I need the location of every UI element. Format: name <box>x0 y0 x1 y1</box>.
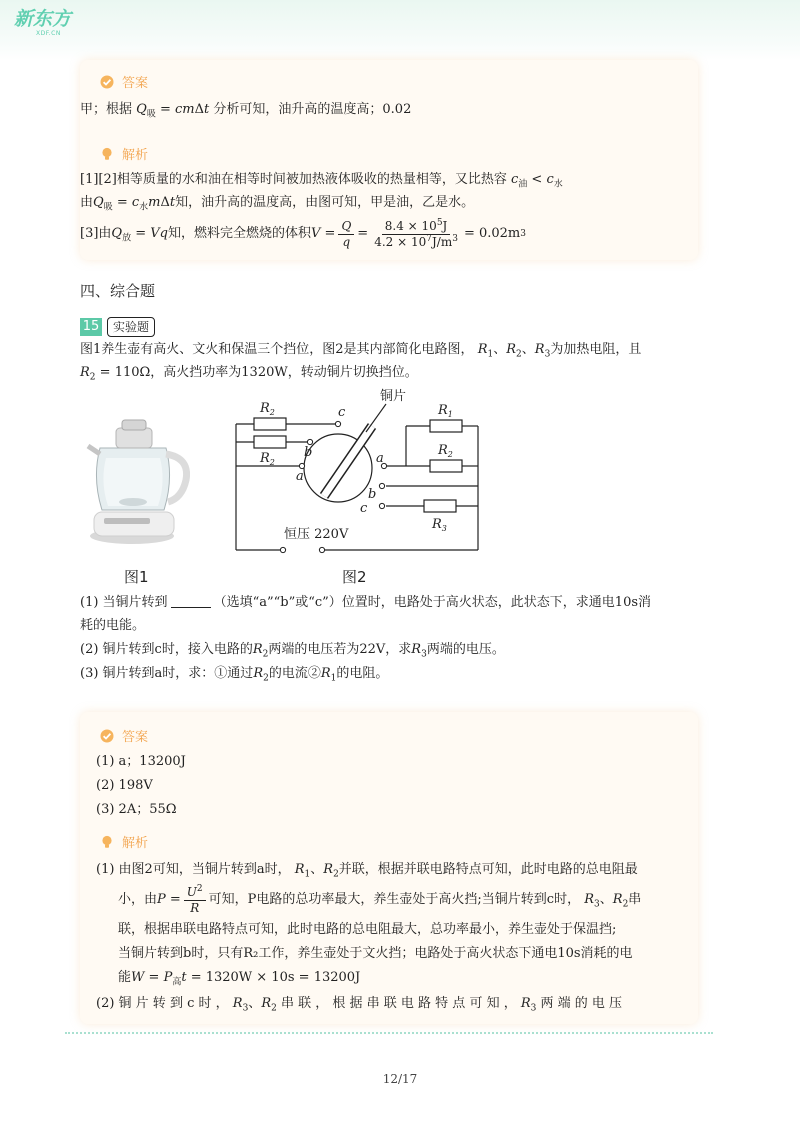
circuit-diagram <box>226 386 496 556</box>
r3-label: R <box>432 517 442 532</box>
stem-text-1b: 为加热电阻，且 <box>550 342 642 357</box>
question-stem-2 <box>80 363 418 383</box>
svg-text:R3 <box>431 517 447 533</box>
p2-text-a: 小，由 <box>118 892 158 907</box>
r2-top-label: R <box>260 401 270 416</box>
voltage-label: 恒压 220V <box>284 527 349 542</box>
formula-q-release: $Q_放 = Vq$ <box>111 226 168 244</box>
section-title: 四、综合题 <box>80 282 156 300</box>
stem-resistors: $R_1$、$R_2$、$R_3$ <box>477 342 551 360</box>
q3-text-a: (3) 铜片转到a时，求：①通过 <box>80 666 254 681</box>
subquestion-1-line-1 <box>80 593 651 613</box>
q2-text-a: (2) 铜片转到c时，接入电路的 <box>80 642 253 657</box>
analysis2-line-4: 当铜片转到b时，只有R₂工作，养生壶处于文火挡；电路处于高火状态下通电10s消耗的电 <box>118 946 633 961</box>
analysis-tag-2 <box>100 832 148 851</box>
p2-text-b: 可知，P电路的总功率最大，养生壶处于高火挡;当铜片转到c时， <box>208 892 581 907</box>
figure-1-label: 图1 <box>124 568 149 586</box>
answer-tag-2 <box>100 726 148 745</box>
q3-text-b: 的电流② <box>268 666 321 681</box>
svg-text:R1 <box>437 403 453 419</box>
figure-2-label: 图2 <box>342 568 367 586</box>
answer-text-a: 甲；根据 <box>80 102 133 117</box>
question-stem-1 <box>80 340 641 360</box>
logo-text: 新东方 <box>14 8 72 30</box>
p6-text-b: 串 联 ， 根 据 串 联 电 路 特 点 可 知 ， <box>280 996 517 1011</box>
subquestion-3: (3) 铜片转到a时，求：①通过$R_2$的电流$②R_1$的电阻。 <box>80 666 389 684</box>
analysis-line-2 <box>80 193 474 213</box>
lightbulb-icon <box>100 835 114 849</box>
analysis-tag-2-label: 解析 <box>122 836 149 851</box>
svg-text:R2 <box>259 451 275 467</box>
subquestion-2: (2) 铜片转到c时，接入电路的$R_2$两端的电压若为22V，求$R_3$两端的电压。 <box>80 642 505 660</box>
p1-text-b: 并联，根据并联电路特点可知，此时电路的总电阻最 <box>338 862 638 877</box>
answer-2: (2) 198V <box>96 778 153 793</box>
formula-volume: V = $\frac{Q}{q}$ = $\frac{8.4 \times 10^5J}{4.2 \times 10^7J/m^3}$ = 0.02m 3 <box>311 217 526 249</box>
q1-text-b: （选填“a”“b”或“c”）位置时，电路处于高火状态，此状态下，求通电10s消 <box>213 595 652 610</box>
r3-sub: 3 <box>441 524 447 533</box>
copper-label: 铜片 <box>380 389 407 404</box>
q1-text-a: (1) 当铜片转到 <box>80 595 168 610</box>
r2-bottom-label: R <box>260 451 270 466</box>
answer-card-14 <box>80 60 698 260</box>
q2-text-b: 两端的电压若为22V，求 <box>268 642 412 657</box>
subquestion-1-line-2: 耗的电能。 <box>80 618 146 633</box>
formula-energy: $W = P_高t = 1320W \times 10s = 13200J$ <box>131 970 361 988</box>
analysis-line-1 <box>80 170 563 190</box>
answer-tag-label: 答案 <box>122 76 149 91</box>
analysis-tag-label: 解析 <box>122 148 149 163</box>
contact-c-right: c <box>360 501 368 516</box>
answer-tag-2-label: 答案 <box>122 730 149 745</box>
q3-text-c: 的电阻。 <box>336 666 389 681</box>
stem-text-1a: 图1养生壶有高火、文火和保温三个挡位，图2是其内部简化电路图， <box>80 342 474 357</box>
answer-tag <box>100 72 148 91</box>
p6-text-a: (2) 铜 片 转 到 c 时 ， <box>96 996 229 1011</box>
r1-label: R <box>438 403 448 418</box>
analysis-text-3a: [3]由 <box>80 226 112 241</box>
analysis2-line-2: 小，由 P = $\frac{U^2}{R}$ 可知，P电路的总功率最大，养生壶处于高火挡;当铜片转到c时， $R_3$、$R_2$ 串 <box>118 883 642 915</box>
analysis2-line-6: (2) 铜 片 转 到 c 时 ， $R_3$、$R_2$ 串 联 ， 根 据 串 联 电 路 特 点 可 知 ， $R_3$ 两 端 的 电 压 <box>96 996 623 1014</box>
lightbulb-icon <box>100 147 114 161</box>
brand-logo <box>14 8 74 48</box>
p5-text-a: 能 <box>118 970 132 985</box>
analysis-text-3b: 知，燃料完全燃烧的体积 <box>168 226 312 241</box>
answer-3: (3) 2A；55Ω <box>96 802 177 817</box>
formula-q-absorb: $Q_吸 = cm\Delta t$ <box>136 102 210 120</box>
analysis2-line-5 <box>118 968 360 988</box>
contact-a-left: a <box>296 469 304 484</box>
contact-a-right: a <box>376 451 384 466</box>
formula-q-absorb-2: $Q_吸 = c_水m\Delta t$ <box>93 195 176 213</box>
question-type: 实验题 <box>107 317 155 337</box>
stem-text-2: ，高火挡功率为1320W，转动铜片切换挡位。 <box>150 365 418 380</box>
analysis-text-2a: 由 <box>80 195 94 210</box>
page-divider <box>65 1032 713 1034</box>
analysis-text-1: [1][2]相等质量的水和油在相等时间被加热液体吸收的热量相等，又比热容 <box>80 172 507 187</box>
q2-text-c: 两端的电压。 <box>426 642 505 657</box>
svg-text:R2 <box>437 443 453 459</box>
svg-text:R2 <box>259 401 275 417</box>
check-icon <box>100 729 114 743</box>
analysis-text-2b: 知，油升高的温度高，由图可知，甲是油，乙是水。 <box>175 195 475 210</box>
answer-1: (1) a；13200J <box>96 754 186 769</box>
answer-blank[interactable] <box>171 593 211 608</box>
kettle-image <box>86 418 190 548</box>
contact-b-right: b <box>368 487 377 502</box>
r2-bottom-sub: 2 <box>269 458 275 467</box>
r2-right-label: R <box>438 443 448 458</box>
p6-text-c: 两 端 的 电 压 <box>540 996 623 1011</box>
p2-text-c: 串 <box>628 892 642 907</box>
contact-c-top: c <box>338 405 346 420</box>
analysis2-line-1: (1) 由图2可知，当铜片转到a时， $R_1$、$R_2$并联，根据并联电路特点可知，此时电路的总电阻最 <box>96 862 638 880</box>
formula-c-compare: $c_油 < c_水$ <box>510 172 563 190</box>
logo-subtext: XDF.CN <box>36 30 61 37</box>
p1-text-a: (1) 由图2可知，当铜片转到a时， <box>96 862 291 877</box>
header-band <box>0 0 800 60</box>
check-icon <box>100 75 114 89</box>
analysis2-line-3: 联，根据串联电路特点可知，此时电路的总电阻最大，总功率最小，养生壶处于保温挡; <box>118 922 617 937</box>
analysis-tag <box>100 144 148 163</box>
contact-b-left: b <box>304 445 313 460</box>
r2-right-sub: 2 <box>447 450 453 459</box>
page-number: 12/17 <box>382 1072 418 1086</box>
stem-r2-value: $R_2 = 110\Omega$ <box>80 365 151 383</box>
r1-sub: 1 <box>447 410 453 419</box>
question-number: 15 <box>80 318 102 336</box>
answer-line <box>80 100 411 120</box>
analysis-line-3 <box>80 216 526 252</box>
formula-power: P = $\frac{U^2}{R}$ <box>157 885 209 916</box>
answer-card-15 <box>80 712 698 1024</box>
r2-top-sub: 2 <box>269 408 275 417</box>
answer-text-b: 分析可知，油升高的温度高；0.02 <box>213 102 412 117</box>
